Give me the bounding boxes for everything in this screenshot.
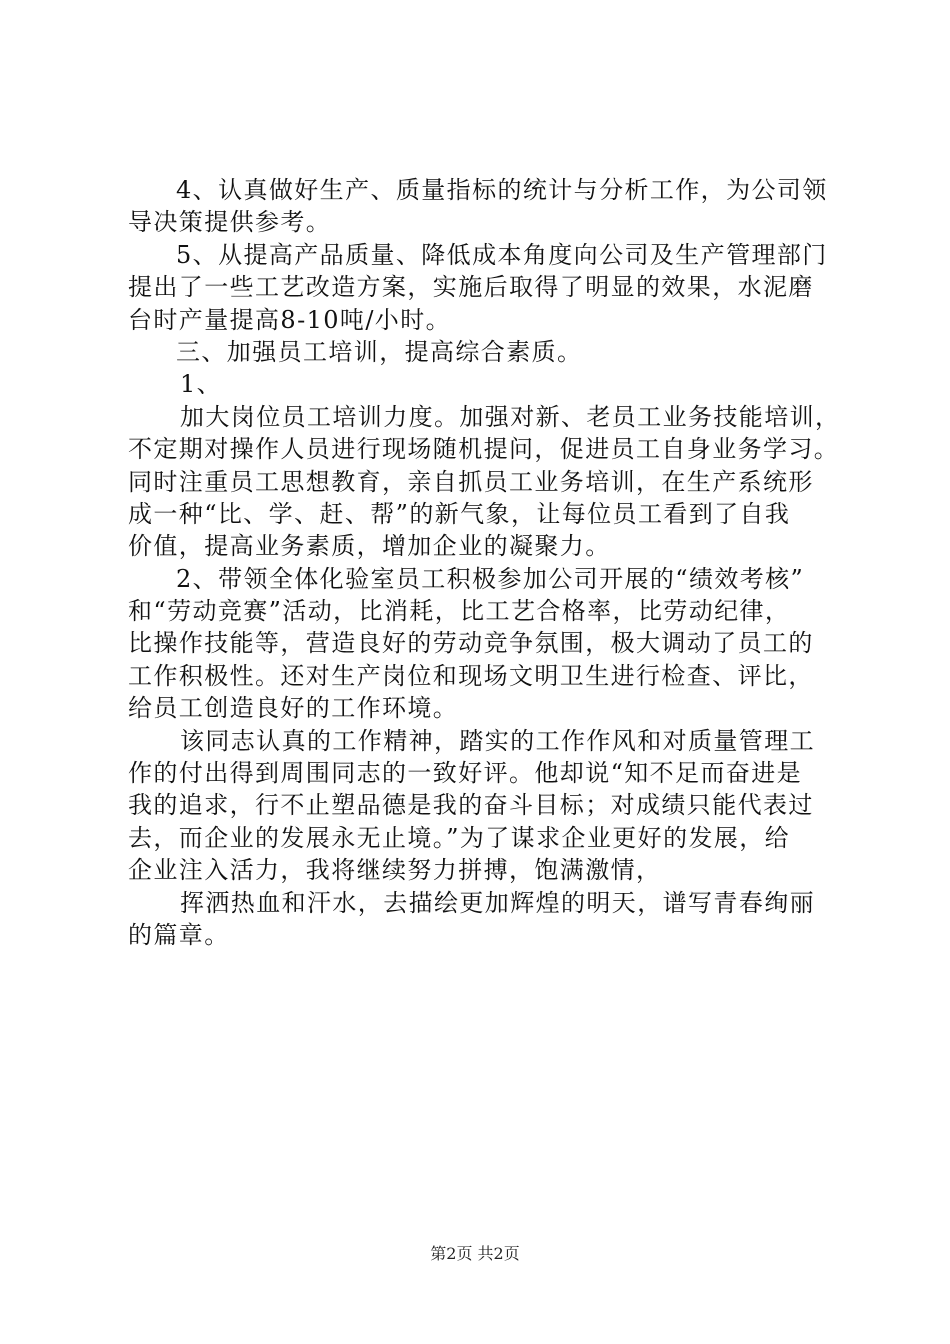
page-number-footer: 第2页 共2页	[430, 1244, 520, 1263]
text-line: 比操作技能等，营造良好的劳动竞争氛围，极大调动了员工的	[128, 629, 814, 658]
text-line: 不定期对操作人员进行现场随机提问，促进员工自身业务学习。	[128, 435, 840, 464]
item-number: 1、	[180, 370, 223, 399]
text-line: 该同志认真的工作精神，踏实的工作作风和对质量管理工	[180, 726, 815, 755]
text-line: 价值，提高业务素质，增加企业的凝聚力。	[128, 532, 611, 561]
text-line: 工作积极性。还对生产岗位和现场文明卫生进行检查、评比，	[128, 661, 814, 690]
paragraph-evaluation	[128, 725, 840, 887]
paragraph-item-4	[128, 174, 840, 239]
text-line: 作的付出得到周围同志的一致好评。他却说“知不足而奋进是	[128, 759, 803, 788]
text-line: 去，而企业的发展永无止境。”为了谋求企业更好的发展，给	[128, 823, 791, 852]
text-line: 给员工创造良好的工作环境。	[128, 694, 459, 723]
paragraph-closing	[128, 887, 840, 952]
text-line: 同时注重员工思想教育，亲自抓员工业务培训，在生产系统形	[128, 467, 814, 496]
section-heading: 三、加强员工培训，提高综合素质。	[176, 337, 583, 366]
paragraph-item-5	[128, 239, 840, 336]
text-line: 2、带领全体化验室员工积极参加公司开展的“绩效考核”	[176, 564, 805, 593]
text-line: 加大岗位员工培训力度。加强对新、老员工业务技能培训，	[180, 402, 841, 431]
paragraph-training-intensity	[128, 401, 840, 563]
text-line: 的篇章。	[128, 920, 230, 949]
text-line: 提出了一些工艺改造方案，实施后取得了明显的效果，水泥磨	[128, 273, 814, 302]
text-line: 和“劳动竞赛”活动，比消耗，比工艺合格率，比劳动纪律，	[128, 597, 791, 626]
text-line: 企业注入活力，我将继续努力拼搏，饱满激情，	[128, 856, 662, 885]
text-line: 我的追求，行不止塑品德是我的奋斗目标；对成绩只能代表过	[128, 791, 814, 820]
paragraph-number-1	[128, 368, 840, 400]
section-heading-training	[128, 336, 840, 368]
document-body	[128, 174, 840, 951]
paragraph-item-2	[128, 563, 840, 725]
text-line: 4、认真做好生产、质量指标的统计与分析工作，为公司领	[176, 176, 828, 204]
text-line: 5、从提高产品质量、降低成本角度向公司及生产管理部门	[176, 240, 828, 269]
text-line: 成一种“比、学、赶、帮”的新气象，让每位员工看到了自我	[128, 499, 791, 528]
text-line: 导决策提供参考。	[128, 208, 332, 237]
text-line: 台时产量提高8-10吨/小时。	[128, 305, 452, 334]
text-line: 挥洒热血和汗水，去描绘更加辉煌的明天，谱写青春绚丽	[180, 888, 815, 917]
